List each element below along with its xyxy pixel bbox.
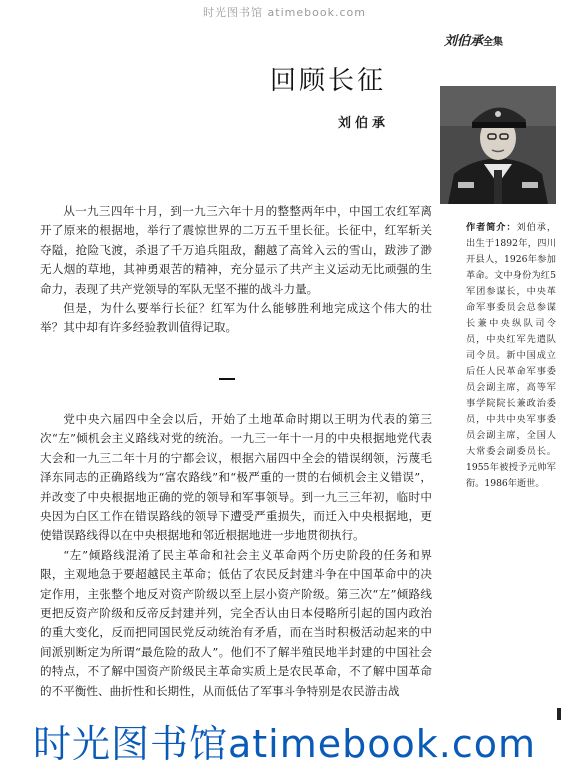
bio-text: 刘伯承，出生于1892年，四川开县人，1926年参加革命。文中身份为红5军团参谋长，中央革命军事委员会总参谋长兼中央纵队司令员，中央红军先遣队司令员。新中国成立后任人民革命军事委员会副主席，高等军事学院院长兼政治委员，中共中央军事委员会副主席，全国人大常委会副委员长。1955年被授予元帅军衔。1986年逝世。 bbox=[466, 222, 557, 489]
series-logo bbox=[444, 30, 503, 49]
author-portrait bbox=[440, 86, 556, 204]
body-paragraph: “左”倾路线混淆了民主革命和社会主义革命两个历史阶段的任务和界限，主观地急于要超越民主革命；低估了农民反封建斗争在中国革命中的决定作用，主张整个地反对资产阶级以至上层小资产阶级。第三次“左”倾路线更把反资产阶级和反帝反封建并列，完全否认由日本侵略所引起的国内政治的重大变化，反而把同国民党反动统治有矛盾，而在当时积极活动起来的中间派别断定为所谓“最危险的敌人”。他们不了解半殖民地半封建的中国社会的特点，不了解中国资产阶级民主革命实质上是农民革命，不了解中国革命的不平衡性、曲折性和长期性，从而低估了军事斗争特别是农民游击战 bbox=[40, 547, 432, 698]
body-text bbox=[40, 410, 432, 701]
article-author: 刘伯承 bbox=[338, 116, 390, 131]
portrait-image bbox=[440, 86, 556, 204]
series-name: 刘伯承 bbox=[444, 34, 484, 49]
intro-paragraph: 但是，为什么要举行长征？红军为什么能够胜利地完成这个伟大的壮举？其中却有许多经验教训值得记取。 bbox=[40, 301, 432, 335]
watermark: 时光图书馆atimebook.com bbox=[32, 722, 536, 766]
bio-label: 作者简介： bbox=[466, 222, 517, 233]
intro-text bbox=[40, 202, 432, 338]
body-paragraph: 党中央六届四中全会以后，开始了土地革命时期以王明为代表的第三次“左”倾机会主义路线对党的统治。一九三一年十一月的中央根据地党代表大会和一九三二年十月的宁都会议，根据六届四中全会的错误纲领，污蔑毛泽东同志的正确路线为“富农路线”和“极严重的一贯的右倾机会主义错误”，并改变了中央根据地正确的党的领导和军事领导。到一九三三年初，临时中央因为白区工作在错误路线的领导下遭受严重损失，而迁入中央根据地，更使错误路线得以在中央根据地和邻近根据地进一步地贯彻执行。 bbox=[40, 412, 432, 543]
site-header: 时光图书馆 atimebook.com bbox=[203, 6, 366, 19]
series-suffix: 全集 bbox=[483, 37, 504, 48]
section-number-one bbox=[219, 378, 235, 380]
intro-paragraph: 从一九三四年十月，到一九三六年十月的整整两年中，中国工农红军离开了原来的根据地，举行了震惊世界的二万五千里长征。长征中，红军斩关夺隘，抢险飞渡，杀退了千万追兵阻敌，翻越了高耸入云的雪山，跋涉了渺无人烟的草地，其神勇艰苦的精神，充分显示了共产主义运动无比顽强的生命力，表现了共产党领导的军队无坚不摧的战斗力量。 bbox=[40, 204, 432, 296]
article-title: 回顾长征 bbox=[270, 66, 387, 96]
author-bio bbox=[466, 220, 556, 492]
